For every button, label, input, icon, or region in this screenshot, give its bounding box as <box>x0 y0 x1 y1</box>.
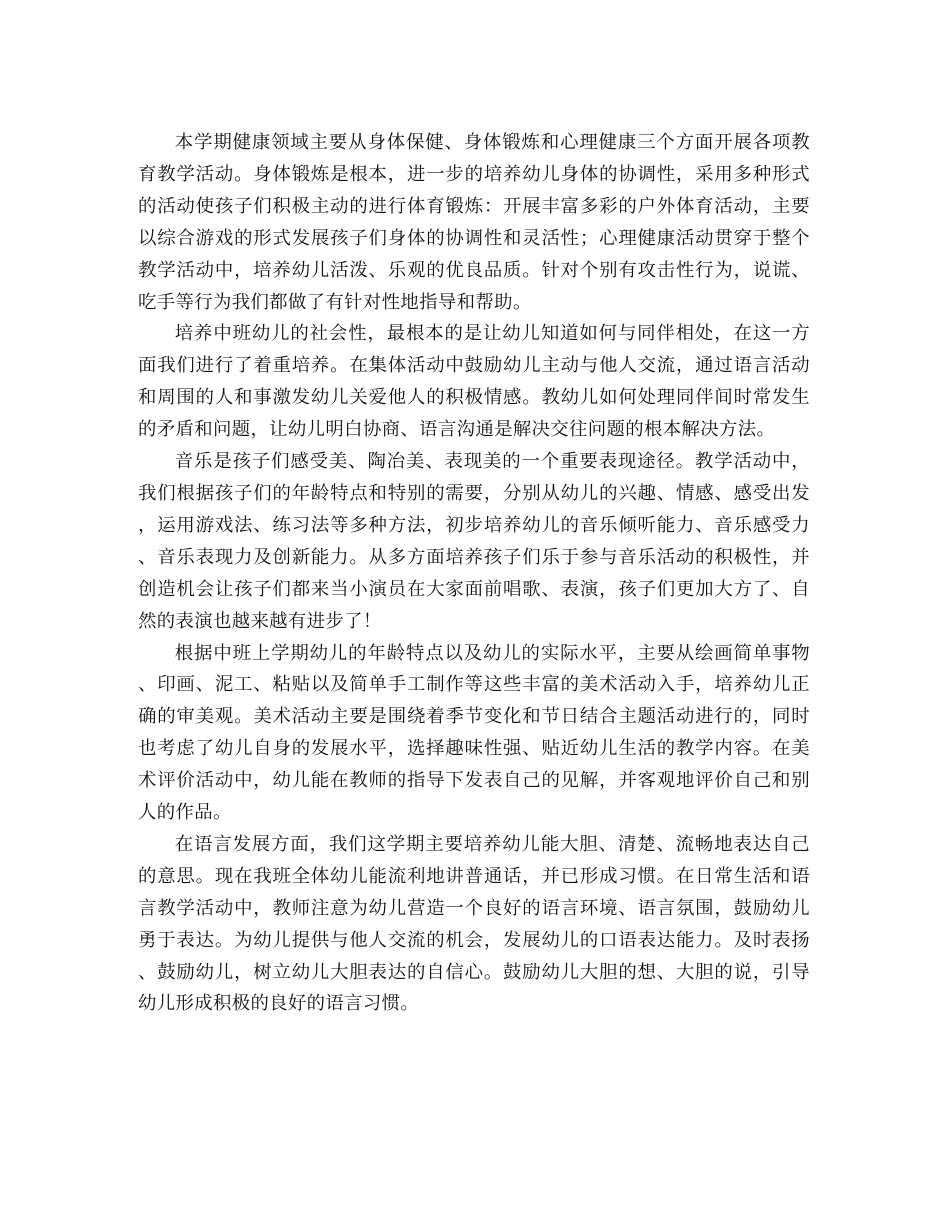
document-body <box>138 127 810 1020</box>
paragraph-music: 音乐是孩子们感受美、陶冶美、表现美的一个重要表现途径。教学活动中，我们根据孩子们的年龄特点和特别的需要，分别从幼儿的兴趣、情感、感受出发，运用游戏法、练习法等多种方法，初步培养幼儿的音乐倾听能力、音乐感受力、音乐表现力及创新能力。从多方面培养孩子们乐于参与音乐活动的积极性，并创造机会让孩子们都来当小演员在大家面前唱歌、表演，孩子们更加大方了、自然的表演也越来越有进步了！ <box>138 451 810 632</box>
paragraph-social: 培养中班幼儿的社会性，最根本的是让幼儿知道如何与同伴相处，在这一方面我们进行了着重培养。在集体活动中鼓励幼儿主动与他人交流，通过语言活动和周围的人和事激发幼儿关爱他人的积极情感。教幼儿如何处理同伴间时常发生的矛盾和问题，让幼儿明白协商、语言沟通是解决交往问题的根本解决方法。 <box>138 323 810 441</box>
paragraph-art: 根据中班上学期幼儿的年龄特点以及幼儿的实际水平，主要从绘画简单事物、印画、泥工、粘贴以及简单手工制作等这些丰富的美术活动入手，培养幼儿正确的审美观。美术活动主要是围绕着季节变化和节日结合主题活动进行的，同时也考虑了幼儿自身的发展水平，选择趣味性强、贴近幼儿生活的教学内容。在美术评价活动中，幼儿能在教师的指导下发表自己的见解，并客观地评价自己和别人的作品。 <box>138 642 810 824</box>
paragraph-language: 在语言发展方面，我们这学期主要培养幼儿能大胆、清楚、流畅地表达自己的意思。现在我班全体幼儿能流利地讲普通话，并已形成习惯。在日常生活和语言教学活动中，教师注意为幼儿营造一个良好的语言环境、语言氛围，鼓励幼儿勇于表达。为幼儿提供与他人交流的机会，发展幼儿的口语表达能力。及时表扬、鼓励幼儿，树立幼儿大胆表达的自信心。鼓励幼儿大胆的想、大胆的说，引导幼儿形成积极的良好的语言习惯。 <box>138 833 810 1015</box>
paragraph-health: 本学期健康领域主要从身体保健、身体锻炼和心理健康三个方面开展各项教育教学活动。身体锻炼是根本，进一步的培养幼儿身体的协调性，采用多种形式的活动使孩子们积极主动的进行体育锻炼：开展丰富多彩的户外体育活动，主要以综合游戏的形式发展孩子们身体的协调性和灵活性；心理健康活动贯穿于整个教学活动中，培养幼儿活泼、乐观的优良品质。针对个别有攻击性行为，说谎、吃手等行为我们都做了有针对性地指导和帮助。 <box>138 132 810 313</box>
